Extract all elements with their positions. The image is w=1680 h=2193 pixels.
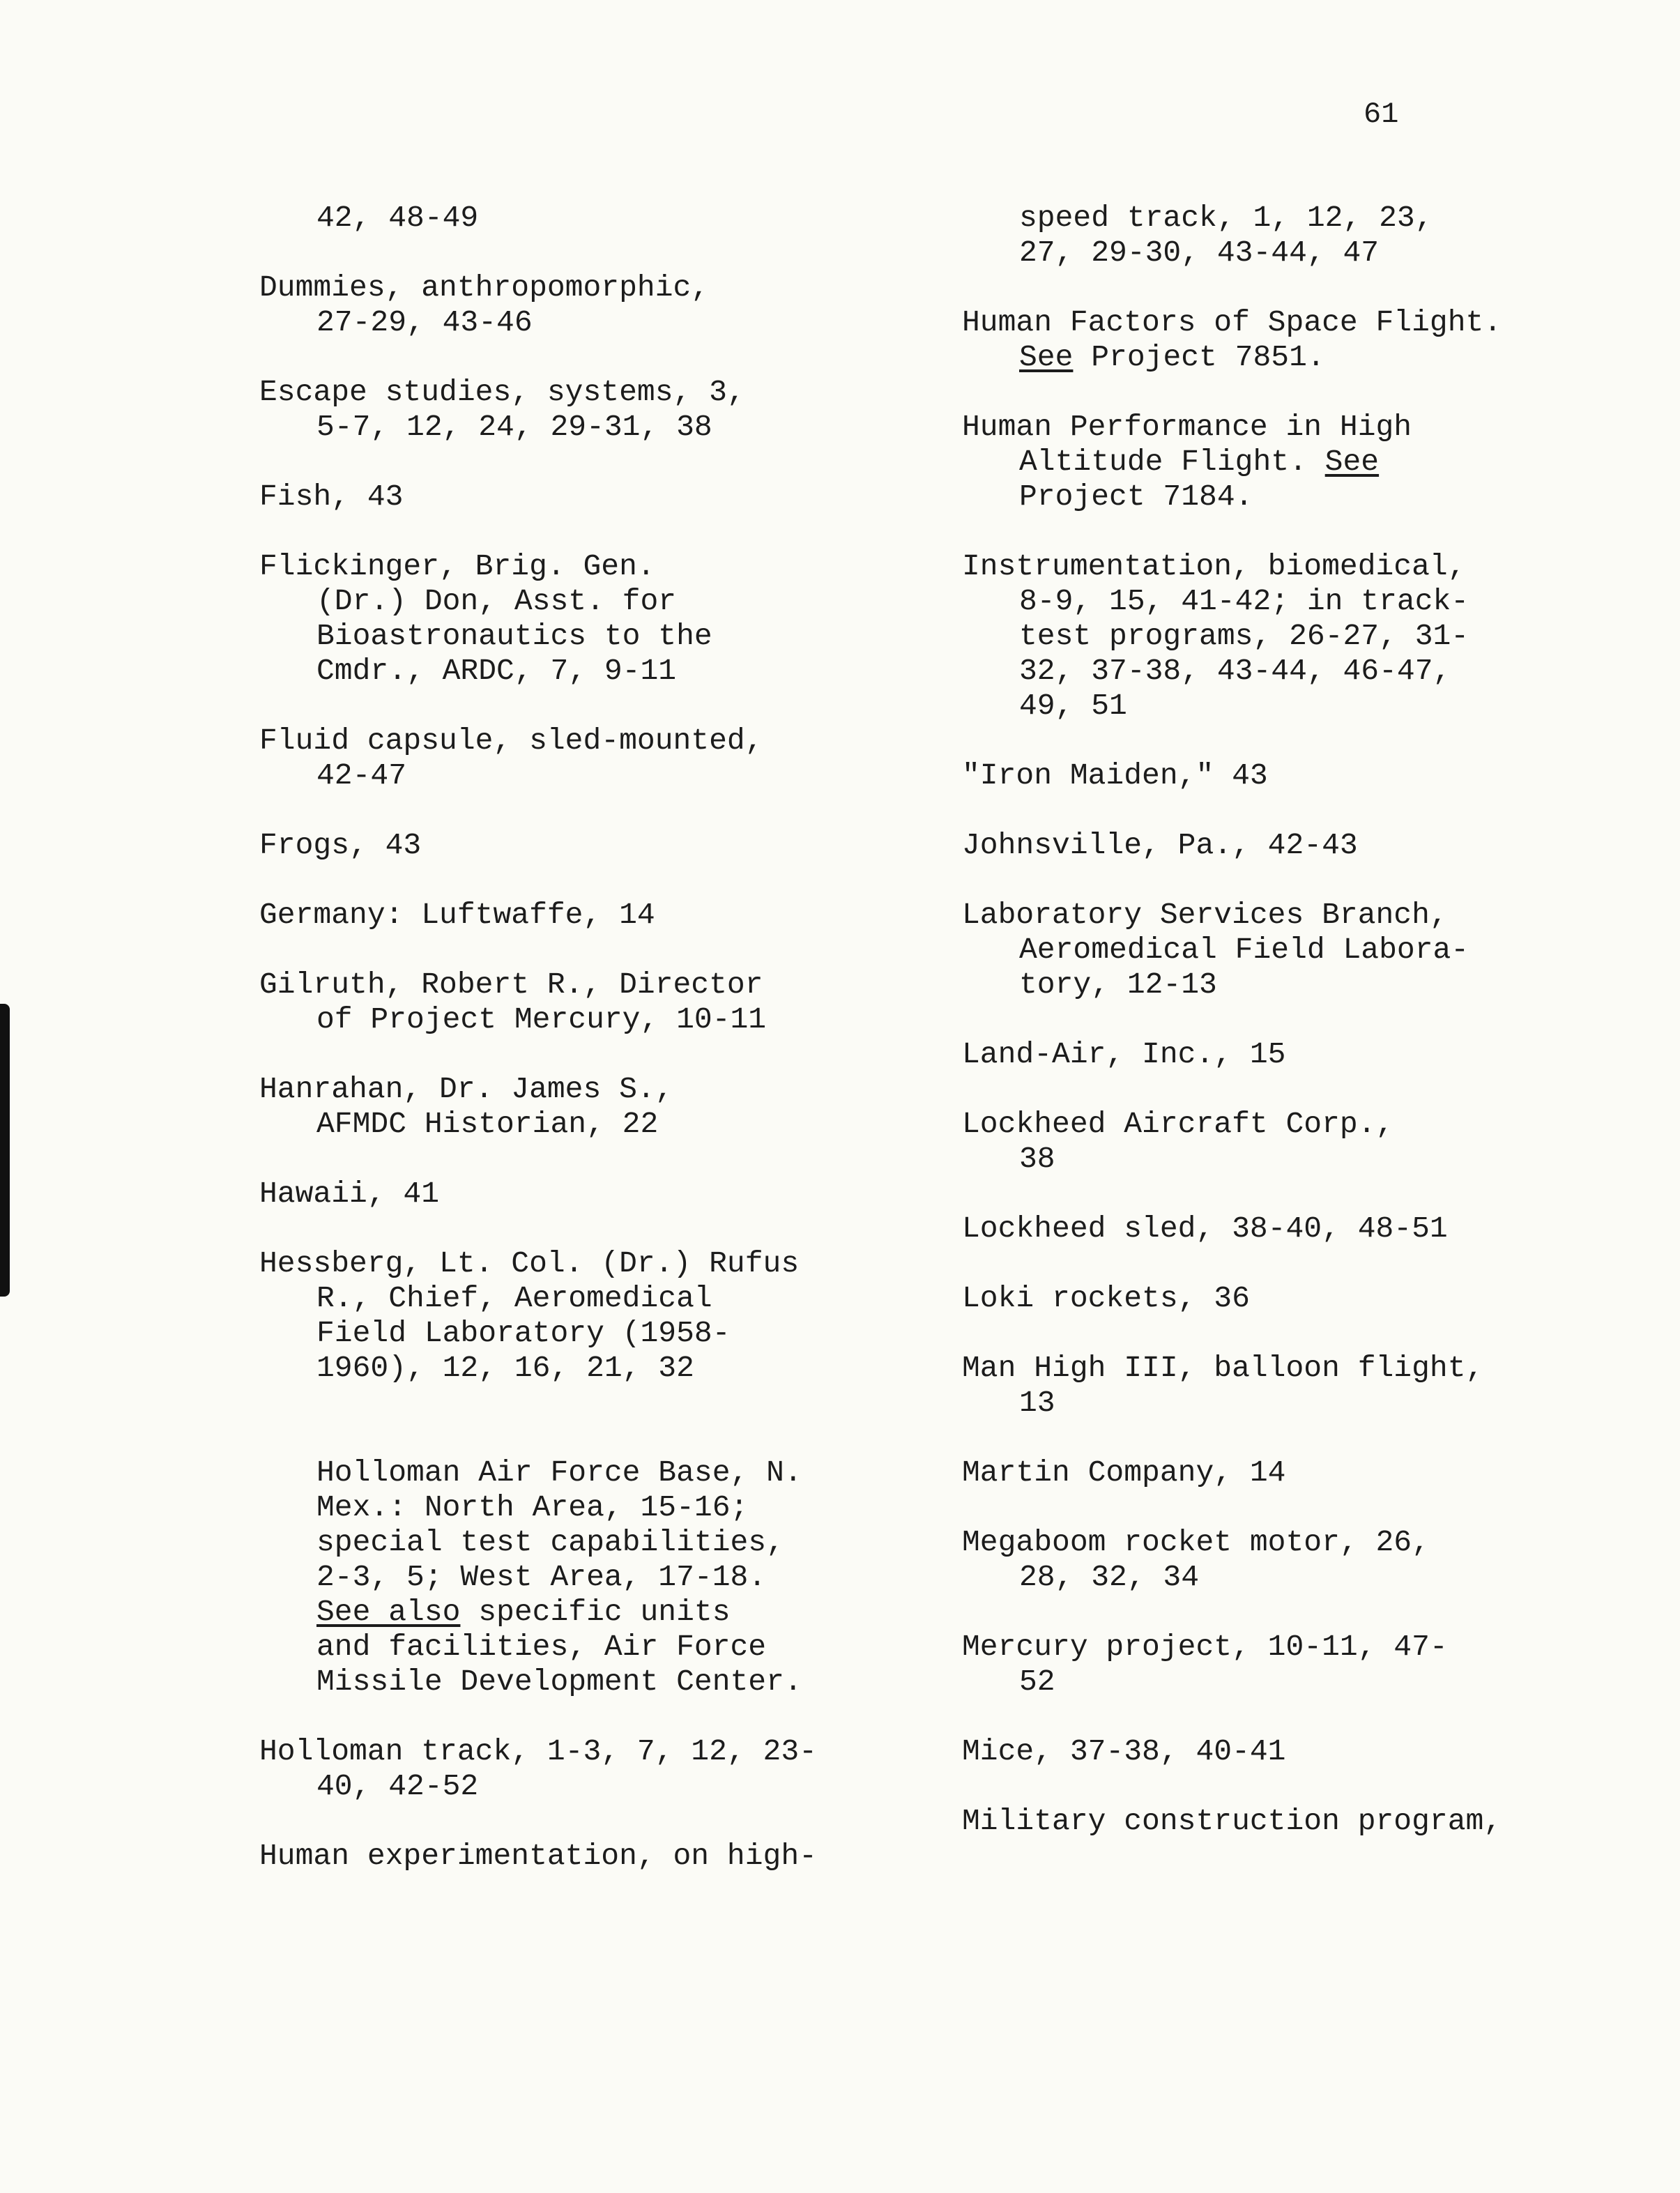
index-entry: Human experimentation, on high- <box>259 1839 817 1873</box>
index-entry: Germany: Luftwaffe, 14 <box>259 898 655 932</box>
page-number: 61 <box>1364 98 1399 131</box>
index-entry: Dummies, anthropomorphic, 27-29, 43-46 <box>259 270 710 339</box>
see-reference: See <box>1324 445 1380 479</box>
index-entry: Mice, 37-38, 40-41 <box>962 1734 1286 1768</box>
index-entry: Hawaii, 41 <box>259 1177 440 1211</box>
index-entry: Instrumentation, biomedical, 8-9, 15, 41-42; in track- test programs, 26-27, 31- 32, 37-38, 43-44, 46-47, 49, 51 <box>962 549 1469 723</box>
see-target: Project 7851. <box>1073 340 1325 374</box>
index-entry-text: Holloman Air Force Base, N. Mex.: North Area, 15-16; special test capabilities, 2-3, 5; West Area, 17-18. <box>316 1455 802 1594</box>
index-entry-holloman-base <box>259 1421 887 1595</box>
index-entry: Johnsville, Pa., 42-43 <box>962 828 1358 862</box>
index-entry: Man High III, balloon flight, 13 <box>962 1351 1484 1420</box>
index-entry: 42, 48-49 <box>316 201 479 235</box>
see-reference: See <box>1019 340 1074 374</box>
index-entry: Flickinger, Brig. Gen. (Dr.) Don, Asst. for Bioastronautics to the Cmdr., ARDC, 7, 9-11 <box>259 549 712 688</box>
index-entry: Fish, 43 <box>259 480 404 514</box>
index-entry-text: specific units and facilities, Air Force Missile Development Center. <box>316 1595 802 1699</box>
index-entry: Hessberg, Lt. Col. (Dr.) Rufus R., Chief, Aeromedical Field Laboratory (1958- 1960), 12, 16, 21, 32 <box>259 1246 800 1385</box>
index-entry-text: Human Performance in High Altitude Flight. <box>962 410 1412 479</box>
index-entry: Gilruth, Robert R., Director of Project Mercury, 10-11 <box>259 968 767 1037</box>
index-entry: Hanrahan, Dr. James S., AFMDC Historian, 22 <box>259 1072 673 1141</box>
index-entry: Land-Air, Inc., 15 <box>962 1037 1286 1071</box>
index-entry: Fluid capsule, sled-mounted, 42-47 <box>259 724 763 793</box>
index-entry: "Iron Maiden," 43 <box>962 758 1268 793</box>
index-entry: Escape studies, systems, 3, 5-7, 12, 24, 29-31, 38 <box>259 375 745 444</box>
index-entry: Mercury project, 10-11, 47- 52 <box>962 1630 1448 1699</box>
index-entry: speed track, 1, 12, 23, 27, 29-30, 43-44, 47 <box>1019 201 1433 270</box>
binding-mark <box>0 1004 10 1297</box>
index-entry: Frogs, 43 <box>259 828 422 862</box>
index-column-right <box>962 201 1589 1874</box>
see-also-reference: See also <box>316 1595 461 1629</box>
index-entry: Military construction program, <box>962 1804 1502 1838</box>
index-entry: Lockheed sled, 38-40, 48-51 <box>962 1212 1448 1246</box>
index-entry <box>962 410 1589 514</box>
index-column-left <box>259 201 887 1909</box>
index-entry <box>962 305 1589 375</box>
index-entry: Martin Company, 14 <box>962 1455 1286 1490</box>
index-entry: Megaboom rocket motor, 26, 28, 32, 34 <box>962 1525 1430 1594</box>
index-entry: Holloman track, 1-3, 7, 12, 23- 40, 42-52 <box>259 1734 817 1803</box>
see-target: Project 7184. <box>1019 480 1253 514</box>
index-entry-see-also <box>259 1595 887 1699</box>
index-entry: Lockheed Aircraft Corp., 38 <box>962 1107 1394 1176</box>
index-entry-text: Human Factors of Space Flight. <box>962 305 1502 339</box>
index-entry: Laboratory Services Branch, Aeromedical Field Labora- tory, 12-13 <box>962 898 1469 1002</box>
index-entry: Loki rockets, 36 <box>962 1281 1250 1315</box>
